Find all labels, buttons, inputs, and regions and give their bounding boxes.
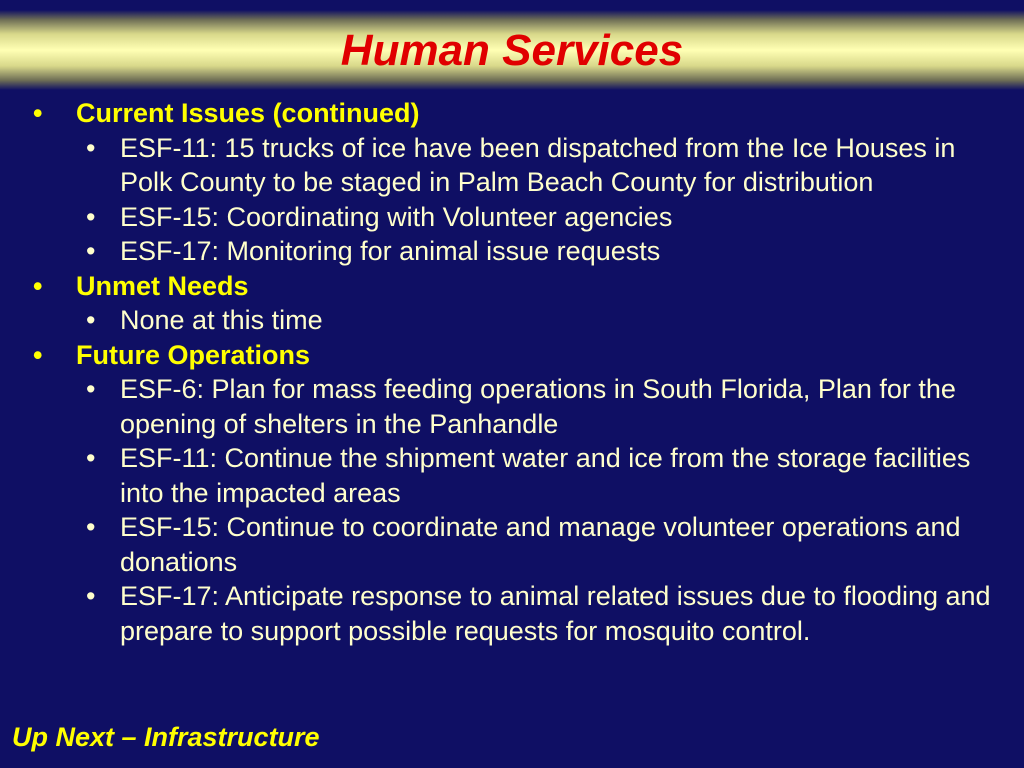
list-item bbox=[0, 510, 1024, 579]
list-item-text: ESF-15: Continue to coordinate and manage volunteer operations and donations bbox=[120, 512, 961, 577]
list-item-text: ESF-11: Continue the shipment water and ice from the storage facilities into the impacted areas bbox=[120, 443, 971, 508]
list-item bbox=[0, 200, 1024, 235]
list-item bbox=[0, 441, 1024, 510]
list-item-text: ESF-17: Monitoring for animal issue requests bbox=[120, 236, 661, 266]
list-item bbox=[0, 303, 1024, 338]
bullet-icon: • bbox=[33, 270, 43, 301]
list-item bbox=[0, 372, 1024, 441]
list-item-text: ESF-11: 15 trucks of ice have been dispatched from the Ice Houses in Polk County to be staged in Palm Beach County for distribution bbox=[120, 132, 956, 197]
list-item bbox=[0, 579, 1024, 648]
bullet-icon: • bbox=[86, 132, 96, 163]
bullet-icon: • bbox=[86, 374, 96, 404]
section-heading-unmet-needs bbox=[0, 269, 1024, 304]
section-heading-future-operations bbox=[0, 338, 1024, 373]
list-item-text: None at this time bbox=[120, 305, 323, 335]
bullet-icon: • bbox=[33, 98, 43, 128]
bullet-icon: • bbox=[86, 512, 96, 542]
bullet-icon: • bbox=[33, 339, 43, 370]
section-heading-label: Unmet Needs bbox=[76, 270, 249, 301]
bullet-icon: • bbox=[86, 443, 96, 473]
bullet-icon: • bbox=[86, 581, 96, 611]
section-heading-current-issues bbox=[0, 96, 1024, 131]
section-heading-label: Future Operations bbox=[76, 339, 311, 370]
slide-title: Human Services bbox=[340, 26, 684, 75]
slide-content bbox=[0, 96, 1024, 648]
list-item bbox=[0, 131, 1024, 200]
list-item-text: ESF-17: Anticipate response to animal related issues due to flooding and prepare to support possible requests for mosquito control. bbox=[120, 581, 991, 646]
bullet-icon: • bbox=[86, 236, 96, 266]
section-heading-label: Current Issues (continued) bbox=[76, 98, 420, 128]
bullet-icon: • bbox=[86, 305, 96, 335]
list-item-text: ESF-6: Plan for mass feeding operations in South Florida, Plan for the opening of shelters in the Panhandle bbox=[120, 374, 956, 439]
list-item-text: ESF-15: Coordinating with Volunteer agencies bbox=[120, 201, 673, 232]
bullet-icon: • bbox=[86, 201, 96, 232]
footer-up-next: Up Next – Infrastructure bbox=[12, 722, 320, 752]
list-item bbox=[0, 234, 1024, 269]
